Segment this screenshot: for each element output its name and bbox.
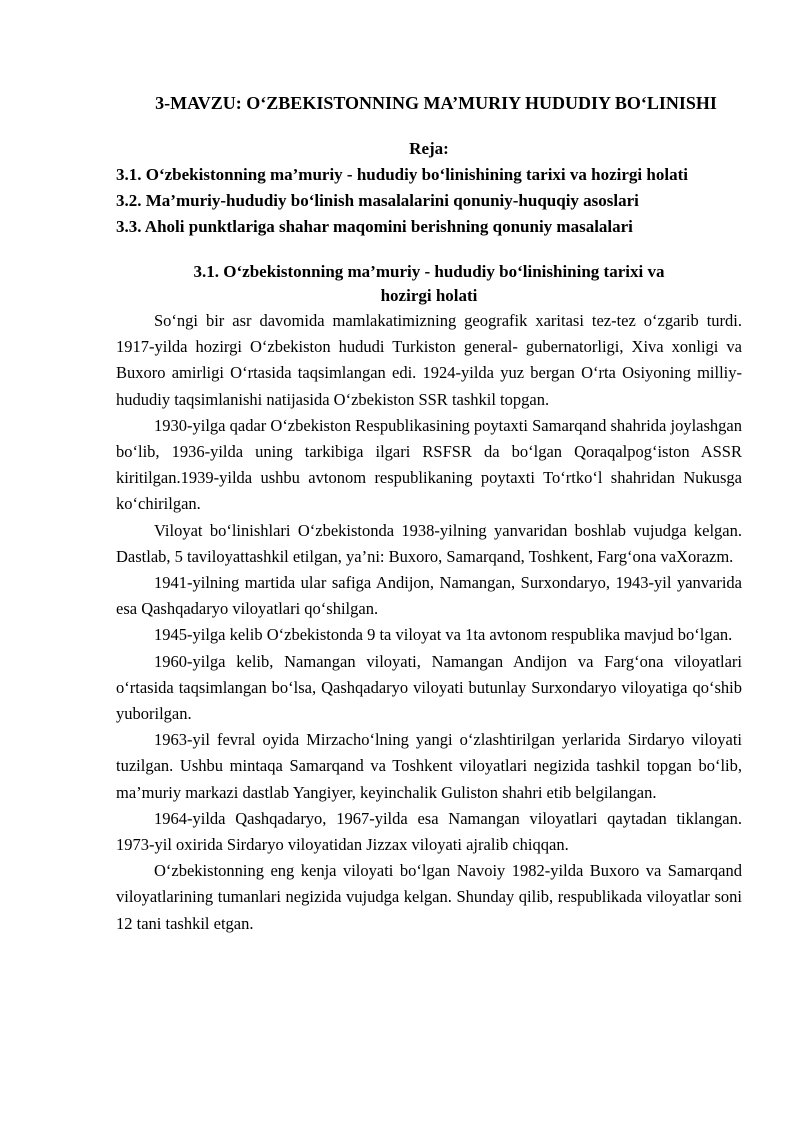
- section-title-line: 3.1. O‘zbekistonning ma’muriy - hududiy bo‘linishining tarixi va: [193, 262, 665, 281]
- plan-item: 3.2. Ma’muriy-hududiy bo‘linish masalalarini qonuniy-huquqiy asoslari: [116, 191, 639, 210]
- paragraph: 1960-yilga kelib, Namangan viloyati, Namangan Andijon va Farg‘ona viloyatlari o‘rtasida taqsimlangan bo‘lsa, Qashqadaryo viloyati butunlay Surxondaryo viloyatiga qo‘shib yuborilgan.: [116, 651, 742, 724]
- document-page: [116, 92, 742, 937]
- paragraph: 1964-yilda Qashqadaryo, 1967-yilda esa Namangan viloyatlari qaytadan tiklangan. 1973-yil oxirida Sirdaryo viloyatidan Jizzax viloyati ajralib chiqqan.: [116, 808, 742, 855]
- plan-heading: Reja:: [409, 139, 449, 158]
- section-title: [116, 260, 742, 308]
- paragraph: O‘zbekistonning eng kenja viloyati bo‘lgan Navoiy 1982-yilda Buxoro va Samarqand viloyatlarining tumanlari negizida vujudga kelgan. Shunday qilib, respublikada viloyatlar soni 12 tani tashkil etgan.: [116, 861, 742, 933]
- plan-item: 3.3. Aholi punktlariga shahar maqomini berishning qonuniy masalalari: [116, 217, 633, 236]
- body-text: [116, 308, 742, 937]
- paragraph: 1963-yil fevral oyida Mirzacho‘lning yangi o‘zlashtirilgan yerlarida Sirdaryo viloyati tuzilgan. Ushbu mintaqa Samarqand va Toshkent viloyatlari negizida tashkil topgan bo‘lib, ma’muriy markazi dastlab Yangiyer, keyinchalik Guliston shahri etib belgilangan.: [116, 730, 742, 802]
- plan-item: 3.1. O‘zbekistonning ma’muriy - hududiy bo‘linishining tarixi va hozirgi holati: [116, 165, 688, 184]
- paragraph: 1945-yilga kelib O‘zbekistonda 9 ta viloyat va 1ta avtonom respublika mavjud bo‘lgan.: [154, 625, 733, 645]
- plan-list: [116, 162, 742, 240]
- paragraph: Viloyat bo‘linishlari O‘zbekistonda 1938-yilning yanvaridan boshlab vujudga kelgan. Dastlab, 5 taviloyattashkil etilgan, ya’ni: Buxoro, Samarqand, Toshkent, Farg‘ona vaXorazm.: [116, 520, 742, 566]
- page-title: 3-MAVZU: O‘ZBEKISTONNING MA’MURIY HUDUDIY BO‘LINISHI: [155, 93, 717, 113]
- paragraph: So‘ngi bir asr davomida mamlakatimizning geografik xaritasi tez-tez o‘zgarib turdi. 1917-yilda hozirgi O‘zbekiston hududi Turkiston general- gubernatorligi, Xiva xonligi va Buxoro amirligi O‘rtasida taqsimlangan edi. 1924-yilda yuz bergan O‘rta Osiyoning milliy-hududiy taqsimlanishi natijasida O‘zbekiston SSR tashkil topgan.: [116, 311, 742, 409]
- paragraph: 1930-yilga qadar O‘zbekiston Respublikasining poytaxti Samarqand shahrida joylashgan bo‘lib, 1936-yilda uning tarkibiga ilgari RSFSR da bo‘lgan Qoraqalpog‘iston ASSR kiritilgan.1939-yilda ushbu avtonom respublikaning poytaxti To‘rtko‘l shahridan Nukusga ko‘chirilgan.: [116, 415, 742, 514]
- section-title-line: hozirgi holati: [380, 286, 478, 305]
- paragraph: 1941-yilning martida ular safiga Andijon, Namangan, Surxondaryo, 1943-yil yanvarida esa Qashqadaryo viloyatlari qo‘shilgan.: [116, 573, 742, 619]
